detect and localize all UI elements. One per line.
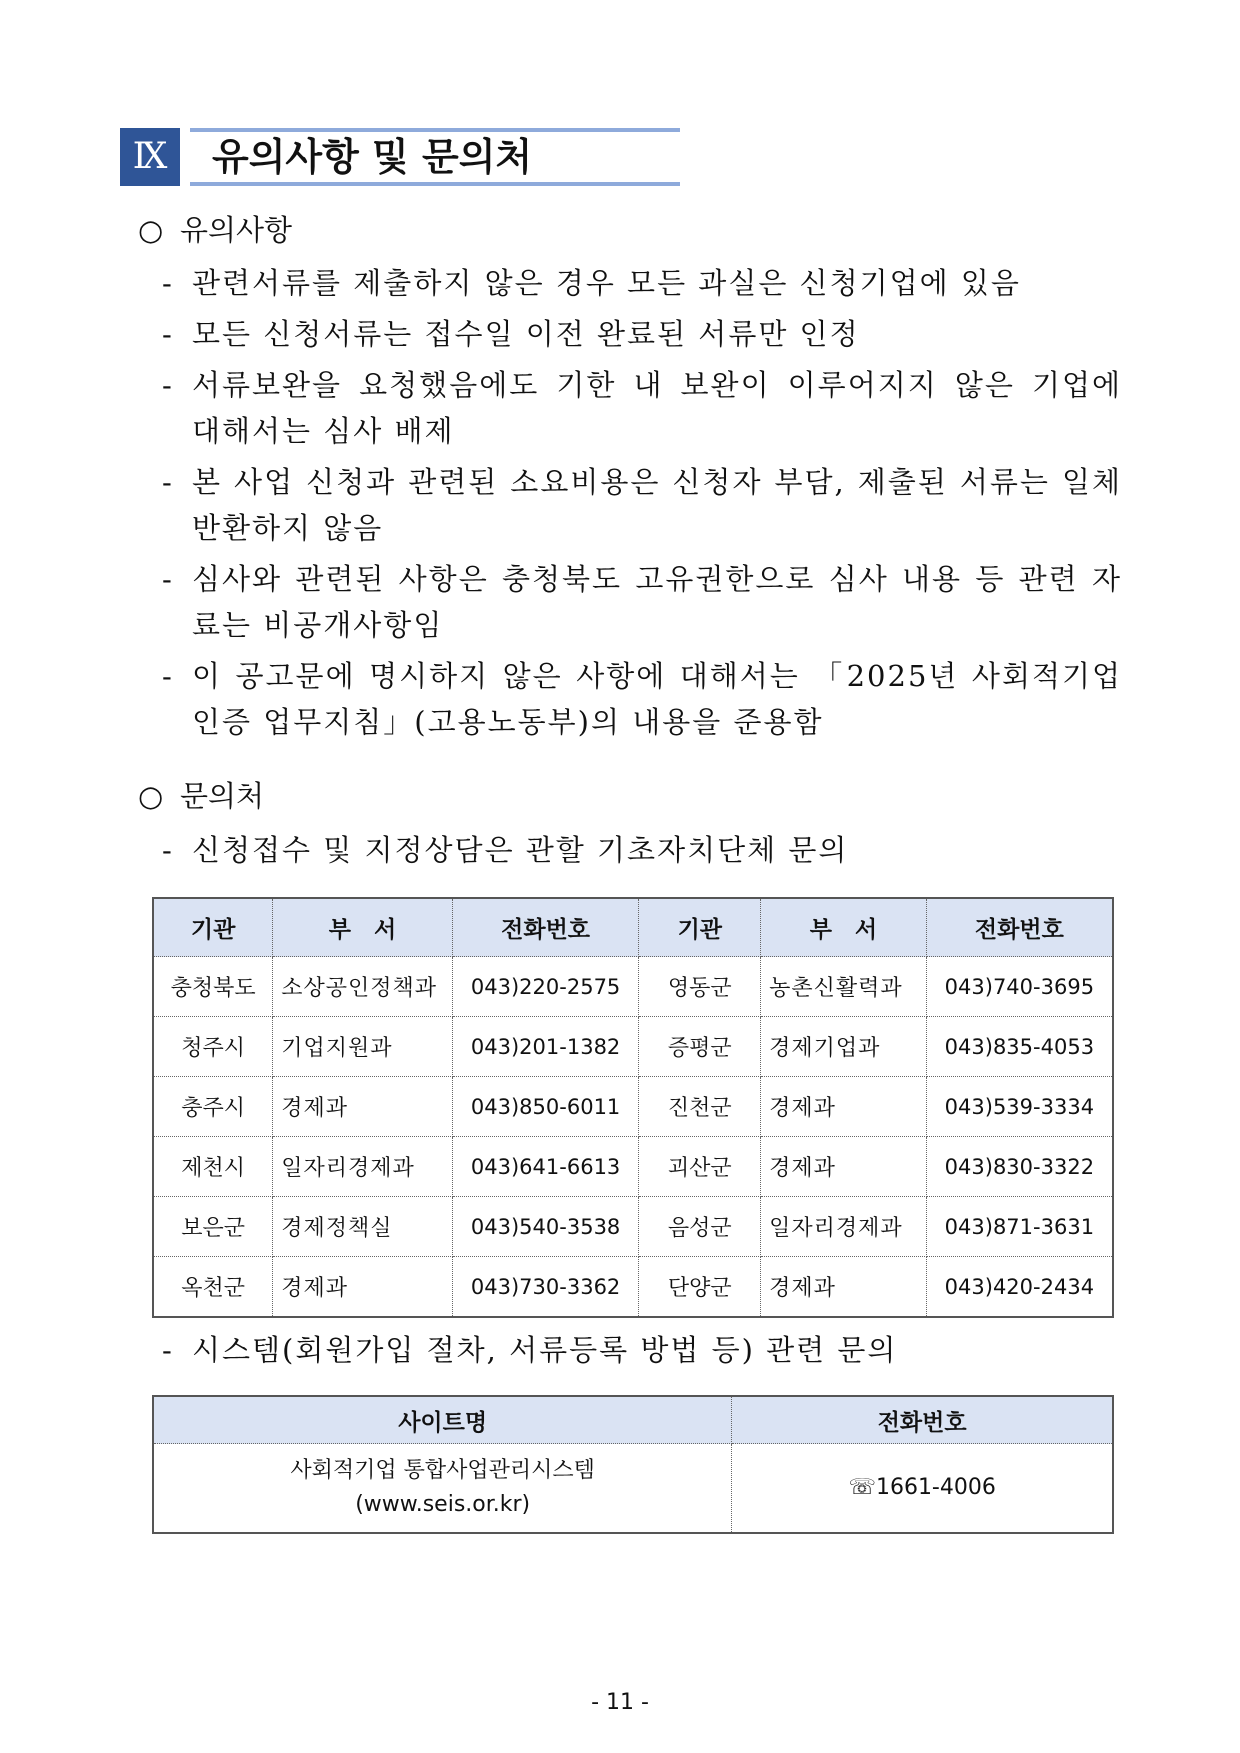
header-rule-bottom [190,182,680,186]
system-contact-table [152,1395,1114,1534]
department-cell: 경제과 [761,1137,927,1197]
circle-bullet: ○ [138,213,164,247]
note-item: - 모든 신청서류는 접수일 이전 완료된 서류만 인정 [162,317,860,351]
notes-list [162,260,1122,750]
table-row [153,1257,1113,1318]
phone-cell: 043)540-3538 [452,1197,639,1257]
header-cell: 부 서 [273,898,453,957]
department-cell: 경제정책실 [273,1197,453,1257]
section-number: Ⅸ [120,128,180,186]
note-item: - 본 사업 신청과 관련된 소요비용은 신청자 부담, 제출된 서류는 일체 반환하지 않음 [162,465,1122,545]
header-cell: 기관 [153,898,273,957]
header-cell: 부 서 [761,898,927,957]
table-row [153,1017,1113,1077]
phone-cell: 043)740-3695 [926,957,1113,1017]
note-item: - 이 공고문에 명시하지 않은 사항에 대해서는 「2025년 사회적기업 인증 업무지침」(고용노동부)의 내용을 준용함 [162,659,1122,739]
phone-cell: 043)539-3334 [926,1077,1113,1137]
contacts-intro [162,827,1122,878]
department-cell: 농촌신활력과 [761,957,927,1017]
site-name: 사회적기업 통합사업관리시스템 [290,1458,595,1483]
agency-cell: 충주시 [153,1077,273,1137]
notes-heading [138,210,292,250]
department-cell: 일자리경제과 [761,1197,927,1257]
department-cell: 일자리경제과 [273,1137,453,1197]
circle-bullet: ○ [138,779,164,813]
agency-cell: 괴산군 [639,1137,761,1197]
phone-cell: 043)850-6011 [452,1077,639,1137]
section-title: 유의사항 및 문의처 [212,135,533,179]
agency-cell: 음성군 [639,1197,761,1257]
department-cell: 소상공인정책과 [273,957,453,1017]
header-cell: 사이트명 [153,1396,732,1444]
header-cell: 전화번호 [452,898,639,957]
table-row [153,1077,1113,1137]
department-cell: 경제과 [273,1077,453,1137]
contacts-heading-text: 문의처 [180,779,265,813]
phone-cell: 043)220-2575 [452,957,639,1017]
department-cell: 경제기업과 [761,1017,927,1077]
phone-cell: 043)730-3362 [452,1257,639,1318]
table-row [153,1444,1113,1534]
table-row [153,1197,1113,1257]
table-header-row [153,898,1113,957]
section-header [120,128,680,190]
site-url: (www.seis.or.kr) [355,1492,531,1517]
page-number: - 11 - [591,1690,649,1715]
agency-cell: 제천시 [153,1137,273,1197]
header-rule-top [190,128,680,132]
phone-cell: 043)835-4053 [926,1017,1113,1077]
phone-cell: ☏1661-4006 [732,1444,1113,1534]
note-item: - 서류보완을 요청했음에도 기한 내 보완이 이루어지지 않은 기업에 대해서는 심사 배제 [162,368,1122,448]
table-header-row [153,1396,1113,1444]
site-cell [153,1444,732,1534]
table-row [153,957,1113,1017]
contacts-intro-item: - 신청접수 및 지정상담은 관할 기초자치단체 문의 [162,833,849,867]
agency-cell: 증평군 [639,1017,761,1077]
agency-cell: 충청북도 [153,957,273,1017]
notes-heading-text: 유의사항 [180,213,293,247]
phone-cell: 043)641-6613 [452,1137,639,1197]
phone-cell: 043)830-3322 [926,1137,1113,1197]
agency-cell: 진천군 [639,1077,761,1137]
agency-cell: 단양군 [639,1257,761,1318]
department-cell: 경제과 [273,1257,453,1318]
contacts-heading [138,776,264,816]
agency-cell: 청주시 [153,1017,273,1077]
header-cell: 전화번호 [926,898,1113,957]
system-intro [162,1327,1122,1378]
agency-cell: 보은군 [153,1197,273,1257]
agency-cell: 옥천군 [153,1257,273,1318]
department-cell: 기업지원과 [273,1017,453,1077]
system-intro-item: - 시스템(회원가입 절차, 서류등록 방법 등) 관련 문의 [162,1333,898,1367]
department-cell: 경제과 [761,1257,927,1318]
agency-cell: 영동군 [639,957,761,1017]
table-row [153,1137,1113,1197]
phone-cell: 043)871-3631 [926,1197,1113,1257]
note-item: - 관련서류를 제출하지 않은 경우 모든 과실은 신청기업에 있음 [162,266,1021,300]
phone-cell: 043)420-2434 [926,1257,1113,1318]
department-cell: 경제과 [761,1077,927,1137]
agency-contact-table [152,897,1114,1318]
note-item: - 심사와 관련된 사항은 충청북도 고유권한으로 심사 내용 등 관련 자료는 비공개사항임 [162,562,1122,642]
header-cell: 전화번호 [732,1396,1113,1444]
header-cell: 기관 [639,898,761,957]
phone-cell: 043)201-1382 [452,1017,639,1077]
